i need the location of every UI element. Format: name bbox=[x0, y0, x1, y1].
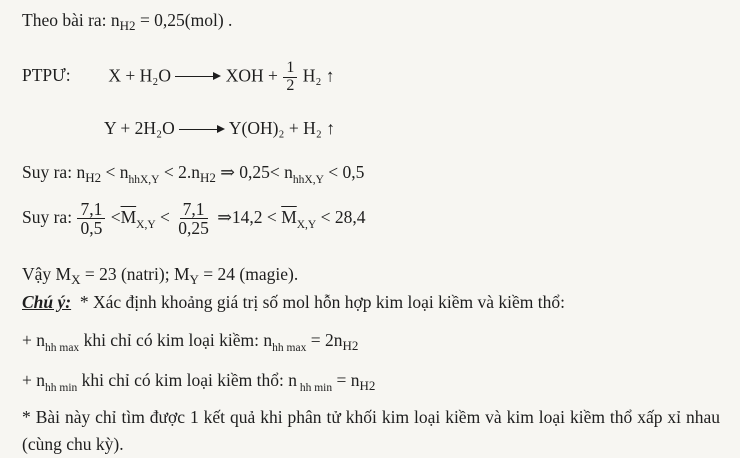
reaction-arrow-icon bbox=[175, 72, 221, 82]
reaction-arrow-icon bbox=[179, 125, 225, 135]
fraction-half: $\frac{1}{2}$ bbox=[283, 60, 297, 95]
final-note-paragraph: * Bài này chỉ tìm được 1 kết quả khi phân tử khối kim loại kiềm và kim loại kiềm thổ xấp xỉ nhau (cùng chu kỳ). bbox=[22, 407, 720, 454]
max-moles-line: + $n_{hh max}$ khi chỉ có kim loại kiềm: $n_{hh max} = 2n_{H2}$ bbox=[22, 330, 359, 354]
reaction-equation-2: Y + 2H₂O Y(OH)₂ + H₂ ↑ bbox=[104, 118, 336, 138]
fraction-7-1-over-0-25: $\frac{7,1}{0,25}$ bbox=[178, 199, 209, 239]
min-moles-line: + $n_{hh min}$ khi chỉ có kim loại kiềm thổ: n $_{hh min} = n_{H2}$ bbox=[22, 370, 376, 394]
mole-range-line: Suy ra: $n_{H2} < n_{hhX,Y} < 2.n_{H2}$ ⇒ $0,25< n_{hhX,Y} < 0,5$ bbox=[22, 162, 365, 186]
conclusion-line: Vậy $M_X = 23$ (natri); $M_Y = 24$ (magie). bbox=[22, 264, 299, 287]
fraction-7-1-over-0-5: $\frac{7,1}{0,5}$ bbox=[77, 200, 105, 238]
reaction-equation-1: PTPƯ: X + H₂O XOH + $\frac{1}{2}$ H₂ ↑ bbox=[22, 59, 335, 94]
molar-mass-range-line: Suy ra: $\frac{7,1}{0,5}$ $<\overline{M}_{X,Y}$ < $\frac{7,1}{0,25}$ ⇒14,2 < $\overline{M}_{X,Y} < 28,4$ bbox=[22, 199, 366, 239]
given-data-line: Theo bài ra: $n_{H2} = 0,25(mol)$ . bbox=[22, 10, 233, 33]
note-heading: Chú ý: * Xác định khoảng giá trị số mol hỗn hợp kim loại kiềm và kiềm thổ: bbox=[22, 292, 565, 312]
